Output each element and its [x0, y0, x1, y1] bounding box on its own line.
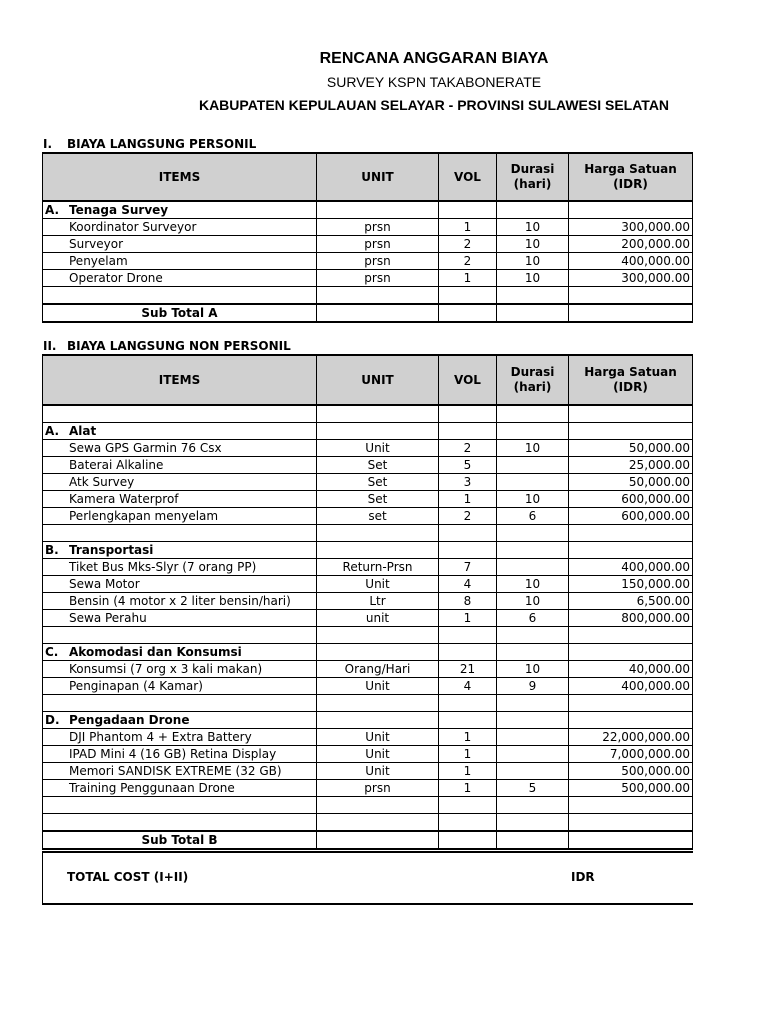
harga-cell: 400,000.00	[621, 560, 690, 574]
vol-cell: 1	[463, 781, 472, 795]
table-non-personil	[42, 354, 693, 850]
harga-cell: 800,000.00	[621, 611, 690, 625]
item-cell: Penginapan (4 Kamar)	[69, 679, 203, 693]
category-letter: D.	[45, 713, 60, 727]
category-row	[43, 712, 693, 729]
blank-row	[43, 405, 693, 423]
durasi-cell: 6	[528, 611, 537, 625]
category-name: Transportasi	[69, 543, 154, 557]
blank-row	[43, 525, 693, 542]
section-2-number: II.	[43, 339, 57, 353]
harga-cell: 400,000.00	[621, 254, 690, 268]
col-items: ITEMS	[43, 355, 317, 405]
harga-cell: 600,000.00	[621, 509, 690, 523]
harga-cell: 200,000.00	[621, 237, 690, 251]
category-row	[43, 423, 693, 440]
unit-cell: Ltr	[369, 594, 386, 608]
section-1-number: I.	[43, 137, 53, 151]
table-row	[43, 474, 693, 491]
unit-cell: Unit	[365, 679, 390, 693]
unit-cell: Unit	[365, 730, 390, 744]
category-name: Pengadaan Drone	[69, 713, 190, 727]
unit-cell: Unit	[365, 441, 390, 455]
col-harga: Harga Satuan (IDR)	[569, 355, 693, 405]
item-cell: Baterai Alkaline	[69, 458, 164, 472]
table-row	[43, 219, 693, 236]
harga-cell: 6,500.00	[636, 594, 690, 608]
item-cell: Kamera Waterprof	[69, 492, 179, 506]
item-cell: Tiket Bus Mks-Slyr (7 orang PP)	[69, 560, 257, 574]
table-row	[43, 763, 693, 780]
vol-cell: 7	[463, 560, 472, 574]
category-row	[43, 542, 693, 559]
blank-row	[43, 814, 693, 832]
section-2-heading	[43, 339, 291, 353]
item-cell: DJI Phantom 4 + Extra Battery	[69, 730, 252, 744]
harga-cell: 300,000.00	[621, 271, 690, 285]
harga-cell: 500,000.00	[621, 764, 690, 778]
item-cell: Konsumsi (7 org x 3 kali makan)	[69, 662, 263, 676]
doc-region: KABUPATEN KEPULAUAN SELAYAR - PROVINSI SULAWESI SELATAN	[198, 97, 670, 113]
item-cell: Training Penggunaan Drone	[69, 781, 235, 795]
vol-cell: 2	[463, 237, 472, 251]
vol-cell: 1	[463, 730, 472, 744]
section-1-heading	[43, 137, 256, 151]
harga-cell: 50,000.00	[628, 475, 690, 489]
item-cell: Perlengkapan menyelam	[69, 509, 219, 523]
vol-cell: 1	[463, 611, 472, 625]
durasi-cell: 5	[528, 781, 537, 795]
vol-cell: 1	[463, 764, 472, 778]
total-cost-box	[42, 851, 693, 905]
vol-cell: 5	[463, 458, 472, 472]
subtotal-label: Sub Total B	[43, 831, 317, 849]
harga-cell: 40,000.00	[628, 662, 690, 676]
col-durasi: Durasi (hari)	[497, 355, 569, 405]
unit-cell: prsn	[364, 254, 391, 268]
vol-cell: 2	[463, 509, 472, 523]
table-row	[43, 678, 693, 695]
harga-cell: 50,000.00	[628, 441, 690, 455]
vol-cell: 21	[459, 662, 476, 676]
unit-cell: Set	[367, 492, 388, 506]
table-row	[43, 491, 693, 508]
item-cell: Penyelam	[69, 254, 128, 268]
durasi-cell: 6	[528, 509, 537, 523]
table-personil	[42, 152, 693, 323]
durasi-cell: 9	[528, 679, 537, 693]
vol-cell: 1	[463, 271, 472, 285]
durasi-cell: 10	[524, 594, 541, 608]
item-cell: Koordinator Surveyor	[69, 220, 197, 234]
vol-cell: 2	[463, 441, 472, 455]
col-harga: Harga Satuan (IDR)	[569, 153, 693, 201]
category-row	[43, 644, 693, 661]
total-label: TOTAL COST (I+II)	[67, 870, 189, 884]
table-row	[43, 661, 693, 678]
table-row	[43, 236, 693, 253]
item-cell: Bensin (4 motor x 2 liter bensin/hari)	[69, 594, 291, 608]
durasi-cell: 10	[524, 492, 541, 506]
unit-cell: Unit	[365, 764, 390, 778]
table-row	[43, 729, 693, 746]
section-1-title: BIAYA LANGSUNG PERSONIL	[67, 137, 257, 151]
col-unit: UNIT	[317, 355, 439, 405]
table-row	[43, 270, 693, 287]
durasi-cell: 10	[524, 254, 541, 268]
durasi-cell: 10	[524, 662, 541, 676]
blank-row	[43, 627, 693, 644]
unit-cell: Set	[367, 475, 388, 489]
unit-cell: Set	[367, 458, 388, 472]
subtotal-row	[43, 831, 693, 849]
table-row	[43, 457, 693, 474]
durasi-cell: 10	[524, 577, 541, 591]
harga-cell: 150,000.00	[621, 577, 690, 591]
unit-cell: prsn	[364, 271, 391, 285]
table-row	[43, 508, 693, 525]
category-letter: C.	[45, 645, 59, 659]
unit-cell: prsn	[364, 781, 391, 795]
table-row	[43, 780, 693, 797]
doc-subtitle: SURVEY KSPN TAKABONERATE	[326, 74, 542, 90]
col-unit: UNIT	[317, 153, 439, 201]
vol-cell: 2	[463, 254, 472, 268]
item-cell: Sewa GPS Garmin 76 Csx	[69, 441, 222, 455]
vol-cell: 3	[463, 475, 472, 489]
table-row	[43, 559, 693, 576]
table-row	[43, 440, 693, 457]
durasi-cell: 10	[524, 441, 541, 455]
vol-cell: 4	[463, 577, 472, 591]
vol-cell: 1	[463, 747, 472, 761]
doc-title: RENCANA ANGGARAN BIAYA	[319, 50, 549, 67]
col-durasi: Durasi (hari)	[497, 153, 569, 201]
table-row	[43, 593, 693, 610]
item-cell: Operator Drone	[69, 271, 163, 285]
unit-cell: Unit	[365, 747, 390, 761]
unit-cell: prsn	[364, 237, 391, 251]
harga-cell: 25,000.00	[628, 458, 690, 472]
category-name: Alat	[69, 424, 97, 438]
col-items: ITEMS	[43, 153, 317, 201]
category-row	[43, 201, 693, 219]
unit-cell: set	[368, 509, 387, 523]
category-letter: B.	[45, 543, 59, 557]
item-cell: Atk Survey	[69, 475, 135, 489]
unit-cell: Unit	[365, 577, 390, 591]
item-cell: Sewa Motor	[69, 577, 140, 591]
total-currency: IDR	[571, 870, 595, 884]
harga-cell: 22,000,000.00	[602, 730, 690, 744]
item-cell: Surveyor	[69, 237, 124, 251]
table-row	[43, 576, 693, 593]
vol-cell: 1	[463, 220, 472, 234]
durasi-cell: 10	[524, 220, 541, 234]
category-letter: A.	[45, 203, 60, 217]
col-vol: VOL	[439, 355, 497, 405]
table-header	[43, 153, 693, 201]
durasi-cell: 10	[524, 237, 541, 251]
item-cell: Memori SANDISK EXTREME (32 GB)	[69, 764, 282, 778]
unit-cell: unit	[365, 611, 390, 625]
unit-cell: prsn	[364, 220, 391, 234]
col-vol: VOL	[439, 153, 497, 201]
section-2-title: BIAYA LANGSUNG NON PERSONIL	[67, 339, 291, 353]
harga-cell: 7,000,000.00	[609, 747, 690, 761]
durasi-cell: 10	[524, 271, 541, 285]
category-letter: A.	[45, 424, 60, 438]
item-cell: Sewa Perahu	[69, 611, 147, 625]
subtotal-row	[43, 304, 693, 322]
vol-cell: 8	[463, 594, 472, 608]
unit-cell: Orang/Hari	[344, 662, 411, 676]
table-row	[43, 253, 693, 270]
vol-cell: 1	[463, 492, 472, 506]
harga-cell: 300,000.00	[621, 220, 690, 234]
blank-row	[43, 695, 693, 712]
vol-cell: 4	[463, 679, 472, 693]
table-row	[43, 610, 693, 627]
category-name: Akomodasi dan Konsumsi	[69, 645, 242, 659]
harga-cell: 600,000.00	[621, 492, 690, 506]
blank-row	[43, 797, 693, 814]
table-row	[43, 746, 693, 763]
item-cell: IPAD Mini 4 (16 GB) Retina Display	[69, 747, 277, 761]
table-header	[43, 355, 693, 405]
harga-cell: 500,000.00	[621, 781, 690, 795]
category-name: Tenaga Survey	[69, 203, 169, 217]
subtotal-label: Sub Total A	[43, 304, 317, 322]
unit-cell: Return-Prsn	[342, 560, 413, 574]
harga-cell: 400,000.00	[621, 679, 690, 693]
